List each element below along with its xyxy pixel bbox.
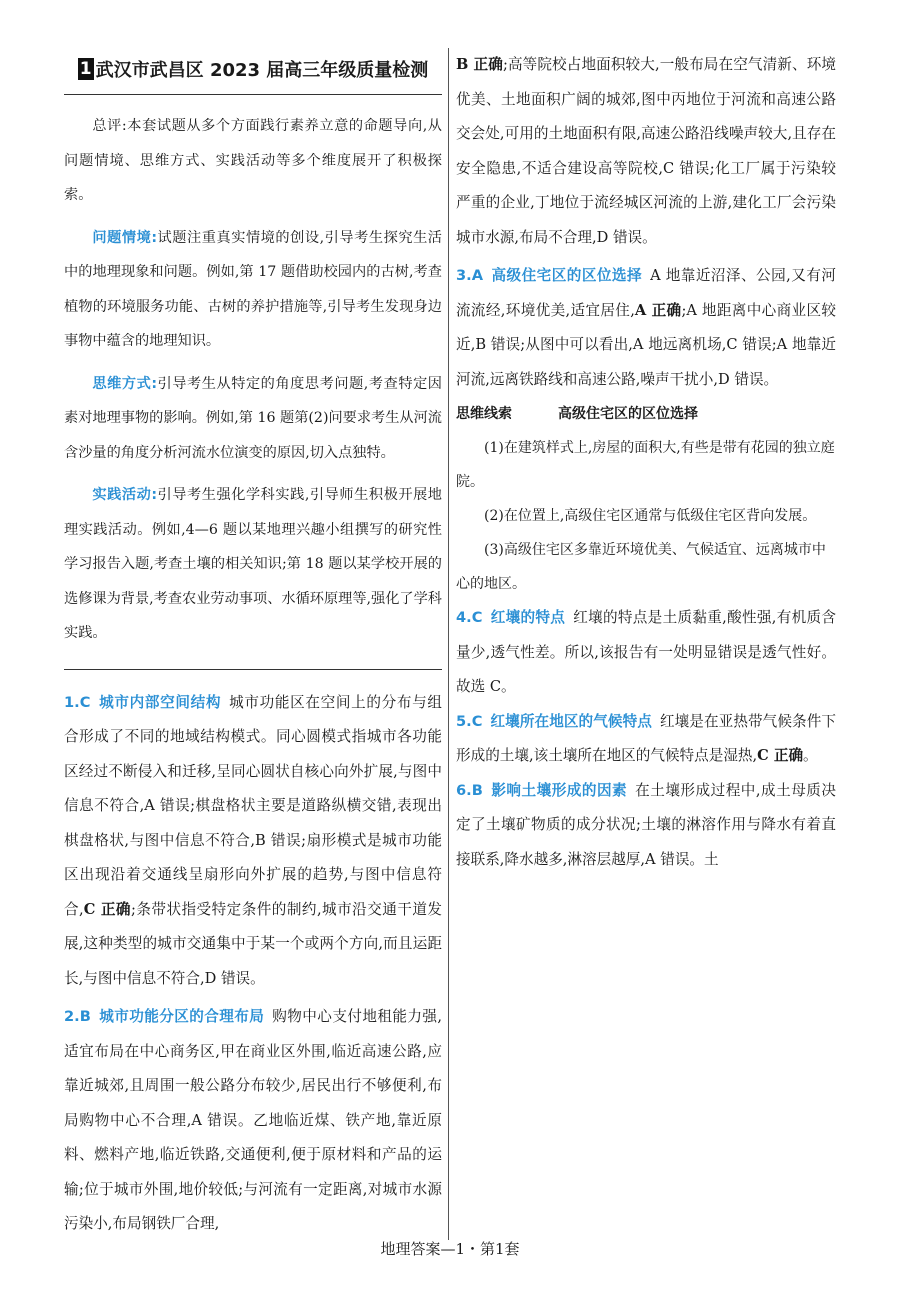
answer-head: 5.C [456, 712, 483, 730]
answer-3 [456, 259, 836, 397]
answer-6 [456, 774, 836, 878]
summary-label: 问题情境: [92, 229, 157, 246]
summary-text: 引导考生强化学科实践,引导师生积极开展地理实践活动。例如,4—6 题以某地理兴趣小组撰写的研究性学习报告入题,考查土壤的相关知识;第 18 题以某学校开展的选修课为背景,考查农业劳动事项、水循环原理等,强化了学科实践。 [64, 487, 442, 641]
answer-correct: C 正确 [83, 900, 131, 918]
answer-4 [456, 601, 836, 705]
summary-label: 实践活动: [92, 487, 157, 503]
answer-topic: 城市内部空间结构 [98, 693, 222, 711]
answer-topic: 红壤所在地区的气候特点 [490, 712, 652, 730]
left-column [64, 48, 442, 1242]
thinking-point: (3)高级住宅区多靠近环境优美、气候适宜、远离城市中心的地区。 [456, 542, 826, 592]
summary-intro: 总评:本套试题从多个方面践行素养立意的命题导向,从问题情境、思维方式、实践活动等多个维度展开了积极探索。 [64, 118, 442, 203]
page-footer: 地理答案—1・第1套 [380, 1240, 520, 1258]
exam-number-badge: 1 [78, 58, 94, 80]
thinking-point: (2)在位置上,高级住宅区通常与低级住宅区背向发展。 [484, 508, 817, 524]
summary-text: 引导考生从特定的角度思考问题,考查特定因素对地理事物的影响。例如,第 16 题第(2)问要求考生从河流含沙量的角度分析河流水位演变的原因,切入点独特。 [64, 375, 442, 461]
right-column [456, 48, 836, 877]
answer-text: ;A 地距离中心商业区较近,B 错误;从图中可以看出,A 地远离机场,C 错误;A 地靠近河流,远离铁路线和高速公路,噪声干扰小,D 错误。 [456, 301, 836, 388]
answer-5 [456, 705, 836, 774]
answer-2-part2 [456, 48, 836, 255]
answer-head: 2.B [64, 1008, 91, 1025]
exam-title [64, 48, 442, 90]
answer-text: 购物中心支付地租能力强,适宜布局在中心商务区,甲在商业区外围,临近高速公路,应靠近城郊,且周围一般公路分布较少,居民出行不够便利,布局购物中心不合理,A 错误。乙地临近煤、铁产地,靠近原料、燃料产地,临近铁路,交通便利,便于原材料和产品的运输;位于城市外围,地价较低;与河流有一定距离,对城市水源污染小,布局钢铁厂合理, [64, 1008, 442, 1232]
answer-text: ;条带状指受特定条件的制约,城市沿交通干道发展,这种类型的城市交通集中于某一个或两个方向,而且运距长,与图中信息不符合,D 错误。 [64, 900, 443, 987]
answer-topic: 影响土壤形成的因素 [490, 781, 628, 799]
summary-text: 试题注重真实情境的创设,引导考生探究生活中的地理现象和问题。例如,第 17 题借助校园内的古树,考查植物的环境服务功能、古树的养护措施等,引导考生发现身边事物中蕴含的地理知识。 [64, 229, 442, 349]
answer-text: 城市功能区在空间上的分布与组合形成了不同的地域结构模式。同心圆模式指城市各功能区经过不断侵入和迁移,呈同心圆状自核心向外扩展,与图中信息不符合,A 错误;棋盘格状主要是道路纵横交错,表现出棋盘格状,与图中信息不符合,B 错误;扇形模式是城市功能区出现沿着交通线呈扇形向外扩展的趋势,与图中信息符合, [64, 693, 442, 918]
thinking-clue-heading [456, 397, 836, 431]
answer-text: A 地靠近沼泽、公园,又有河流流经,环境优美,适宜居住, [456, 267, 836, 319]
answer-text: 红壤是在亚热带气候条件下形成的土壤,该土壤所在地区的气候特点是湿热, [456, 712, 836, 764]
answer-1 [64, 686, 442, 997]
thinking-point: (1)在建筑样式上,房屋的面积大,有些是带有花园的独立庭院。 [456, 440, 835, 490]
answer-2-part1 [64, 1000, 442, 1242]
answer-correct: A 正确 [634, 301, 682, 319]
summary-label: 思维方式: [92, 375, 157, 392]
thinking-title: 高级住宅区的区位选择 [558, 406, 698, 422]
answer-text: 红壤的特点是土质黏重,酸性强,有机质含量少,透气性差。所以,该报告有一处明显错误是透气性好。故选 C。 [456, 609, 836, 695]
answer-correct: B 正确 [456, 56, 503, 73]
column-divider [448, 48, 449, 1240]
answer-correct: C 正确 [757, 747, 804, 764]
answer-topic: 城市功能分区的合理布局 [98, 1008, 265, 1025]
answer-head: 1.C [64, 693, 91, 711]
summary-item-practice [64, 478, 442, 651]
summary-item-context [64, 221, 442, 359]
answer-text: ;高等院校占地面积较大,一般布局在空气清新、环境优美、土地面积广阔的城郊,图中丙地位于河流和高速公路交会处,可用的土地面积有限,高速公路沿线噪声较大,且存在安全隐患,不适合建设高等院校,C 错误;化工厂属于污染较严重的企业,丁地位于流经城区河流的上游,建化工厂会污染城市水源,布局不合理,D 错误。 [456, 56, 837, 246]
exam-title-text: 武汉市武昌区 2023 届高三年级质量检测 [95, 60, 429, 81]
answer-topic: 高级住宅区的区位选择 [491, 267, 643, 284]
answer-head: 6.B [456, 781, 483, 799]
answer-topic: 红壤的特点 [490, 609, 566, 626]
summary-item-thinking [64, 367, 442, 471]
summary [64, 109, 442, 651]
answer-head: 4.C [456, 609, 483, 626]
title-rule [64, 94, 442, 95]
thinking-label: 思维线索 [456, 406, 512, 422]
answer-head: 3.A [456, 267, 483, 284]
answer-text: 。 [803, 747, 818, 764]
answer-text: 在土壤形成过程中,成土母质决定了土壤矿物质的成分状况;土壤的淋溶作用与降水有着直接联系,降水越多,淋溶层越厚,A 错误。土 [456, 781, 836, 868]
